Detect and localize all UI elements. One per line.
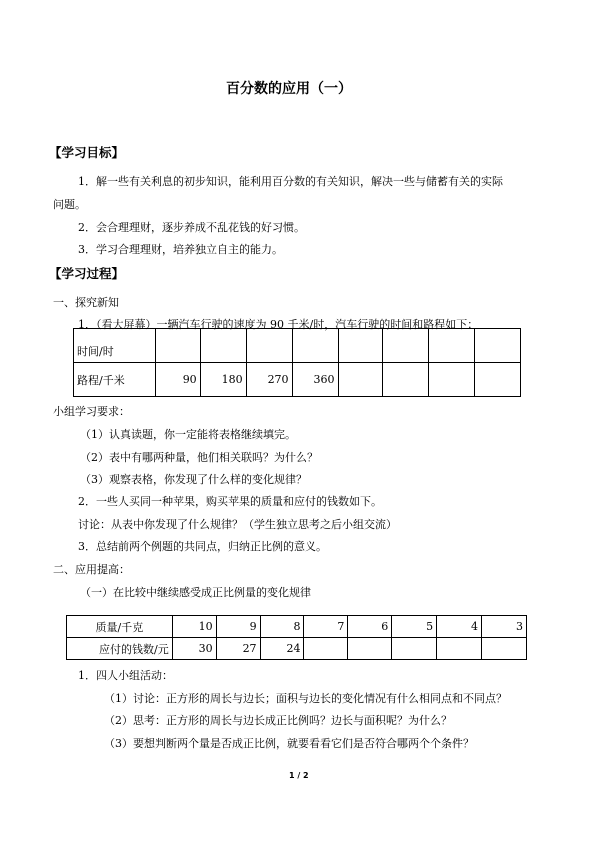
cost-cell <box>392 638 437 660</box>
activity-1: （1）讨论：正方形的周长与边长；面积与边长的变化情况有什么相同点和不同点？ <box>104 692 507 705</box>
cost-cell: 30 <box>172 638 216 660</box>
distance-cell: 90 <box>155 363 200 397</box>
subsection-1: （一）在比较中继续感受成正比例量的变化规律 <box>80 586 311 599</box>
table-cell <box>475 329 521 363</box>
activity-2: （2）思考：正方形的周长与边长成正比例吗？边长与面积呢？为什么？ <box>104 714 452 727</box>
table-cell <box>429 329 475 363</box>
goal-1-line-2: 问题。 <box>53 198 86 211</box>
cost-cell: 27 <box>216 638 260 660</box>
section-2-title: 二、应用提高： <box>53 563 130 576</box>
requirement-1: （1）认真读题，你一定能将表格继续填完。 <box>80 428 296 441</box>
distance-cell: 360 <box>292 363 338 397</box>
table-cell <box>200 329 246 363</box>
process-heading: 【学习过程】 <box>49 266 125 281</box>
group-activity: 1．四人小组活动： <box>78 669 173 682</box>
page-title: 百分数的应用（一） <box>226 81 352 97</box>
group-requirements: 小组学习要求： <box>53 405 130 418</box>
requirement-2: （2）表中有哪两种量，他们相关联吗？为什么？ <box>80 451 318 464</box>
cost-cell <box>348 638 392 660</box>
goals-heading: 【学习目标】 <box>49 145 125 160</box>
cost-cell <box>304 638 348 660</box>
speed-table <box>73 328 521 397</box>
apple-table <box>66 615 527 660</box>
table-cell <box>292 329 338 363</box>
distance-cell <box>475 363 521 397</box>
table-cell <box>155 329 200 363</box>
weight-cell: 7 <box>304 616 348 638</box>
cost-row-label: 应付的钱数/元 <box>67 638 173 660</box>
item-3: 3．总结前两个例题的共同点，归纳正比例的意义。 <box>78 540 327 553</box>
weight-cell: 5 <box>392 616 437 638</box>
requirement-3: （3）观察表格，你发现了什么样的变化规律？ <box>80 473 307 486</box>
table-cell <box>246 329 292 363</box>
cost-cell: 24 <box>260 638 304 660</box>
discussion: 讨论：从表中你发现了什么规律？（学生独立思考之后小组交流） <box>78 518 397 531</box>
weight-cell: 3 <box>482 616 527 638</box>
distance-row-label: 路程/千米 <box>74 363 156 397</box>
activity-3: （3）要想判断两个量是否成正比例，就要看看它们是否符合哪两个个条件？ <box>104 737 474 750</box>
item-2: 2．一些人买同一种苹果，购买苹果的质量和应付的钱数如下。 <box>78 495 382 508</box>
page-number: 1 / 2 <box>289 771 309 780</box>
weight-cell: 4 <box>437 616 482 638</box>
cost-cell <box>482 638 527 660</box>
weight-cell: 6 <box>348 616 392 638</box>
distance-cell <box>338 363 383 397</box>
distance-cell <box>429 363 475 397</box>
distance-cell: 180 <box>200 363 246 397</box>
weight-cell: 9 <box>216 616 260 638</box>
table-cell <box>338 329 383 363</box>
weight-row-label: 质量/千克 <box>67 616 173 638</box>
item-1: 1．（看大屏幕）一辆汽车行驶的速度为 90 千米/时，汽车行驶的时间和路程如下： <box>78 318 479 331</box>
goal-3: 3．学习合理理财，培养独立自主的能力。 <box>78 243 283 256</box>
goal-1-line-1: 1．解一些有关利息的初步知识，能利用百分数的有关知识，解决一些与储蓄有关的实际 <box>78 175 503 188</box>
table-cell <box>383 329 429 363</box>
section-1-title: 一、探究新知 <box>53 296 119 309</box>
goal-2: 2．会合理理财，逐步养成不乱花钱的好习惯。 <box>78 221 305 234</box>
distance-cell <box>383 363 429 397</box>
cost-cell <box>437 638 482 660</box>
weight-cell: 10 <box>172 616 216 638</box>
distance-cell: 270 <box>246 363 292 397</box>
time-row-label: 时间/时 <box>74 329 156 363</box>
weight-cell: 8 <box>260 616 304 638</box>
